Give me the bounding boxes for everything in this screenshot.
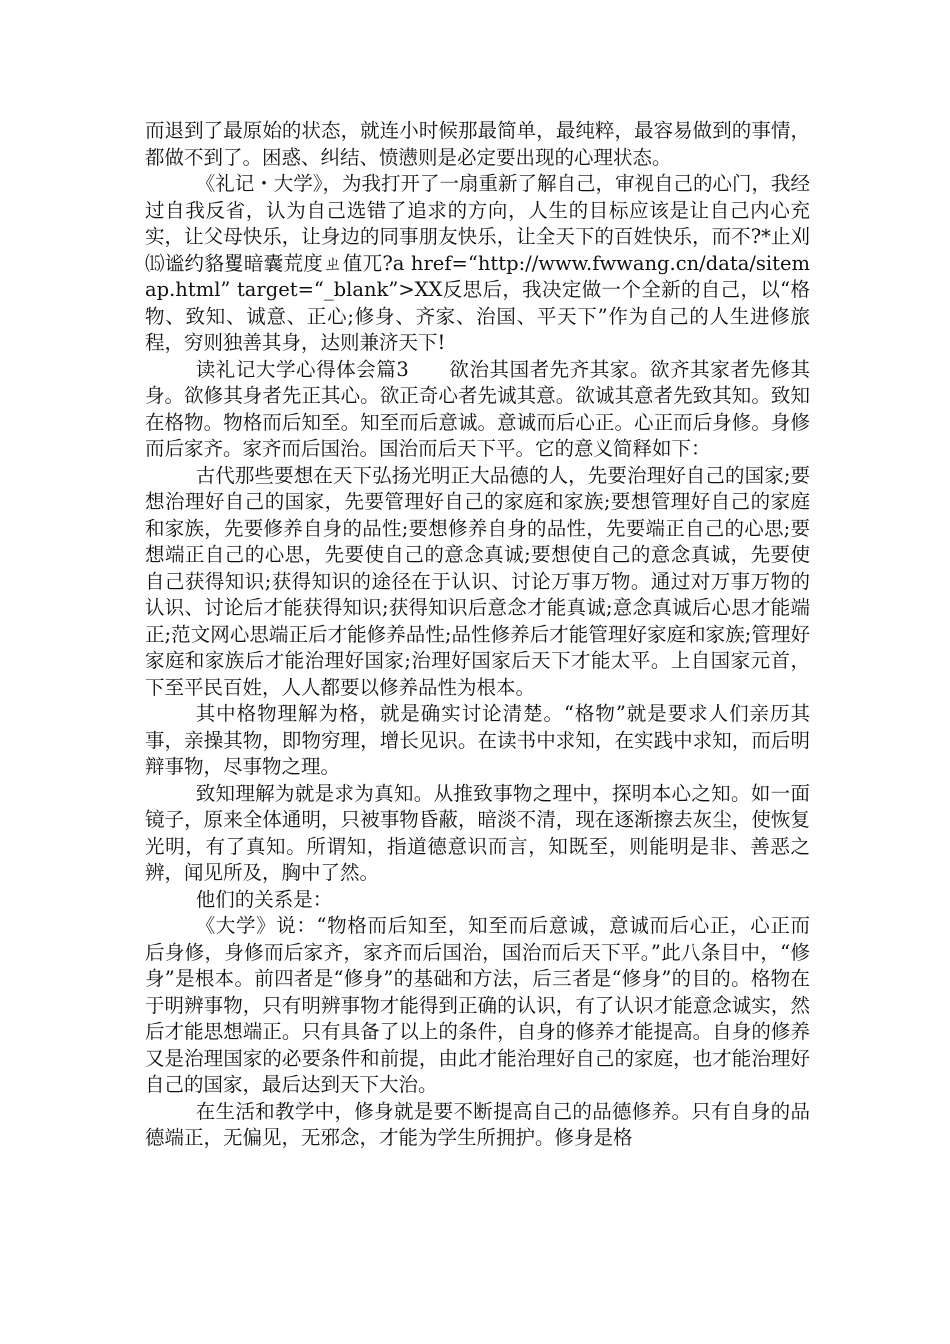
paragraph-3: 读礼记大学心得体会篇3 欲治其国者先齐其家。欲齐其家者先修其身。欲修其身者先正其心。欲正奇心者先诚其意。欲诚其意者先致其知。致知在格物。物格而后知至。知至而后意诚。意诚而后心正。心正而后身修。身修而后家齐。家齐而后国治。国治而后天下平。它的意义简释如下： [145, 357, 810, 460]
document-body [145, 118, 810, 1152]
paragraph-7: 他们的关系是： [195, 887, 333, 911]
paragraph-8: 《大学》说：“物格而后知至，知至而后意诚，意诚而后心正，心正而后身修，身修而后家齐，家齐而后国治，国治而后天下平。”此八条目中，“修身”是根本。前四者是“修身”的基础和方法，后三者是“修身”的目的。格物在于明辨事物，只有明辨事物才能得到正确的认识，有了认识才能意念诚实，然后才能思想端正。只有具备了以上的条件，自身的修养才能提高。自身的修养又是治理国家的必要条件和前提，由此才能治理好自己的家庭，也才能治理好自己的国家，最后达到天下大治。 [145, 914, 810, 1096]
paragraph-1: 而退到了最原始的状态，就连小时候那最简单，最纯粹，最容易做到的事情，都做不到了。困惑、纠结、愤懑则是必定要出现的心理状态。 [145, 119, 810, 169]
paragraph-2: 《礼记・大学》，为我打开了一扇重新了解自己，审视自己的心门，我经过自我反省，认为自己选错了追求的方向，人生的目标应该是让自己内心充实，让父母快乐，让身边的同事朋友快乐，让全天下的百姓快乐，而不?*止刈⒂谧约貉矍暗囊荒度ㄓ值兀?a href=“http://www.fwwang.cn/data/sitemap.html” target=“_blank”>XX反思后，我决定做一个全新的自己，以“格物、致知、诚意、正心;修身、齐家、治国、平天下”作为自己的人生进修旅程，穷则独善其身，达则兼济天下! [145, 172, 810, 354]
paragraph-6: 致知理解为就是求为真知。从推致事物之理中，探明本心之知。如一面镜子，原来全体通明，只被事物昏蔽，暗淡不清，现在逐渐擦去灰尘，使恢复光明，有了真知。所谓知，指道德意识而言，知既至，则能明是非、善恶之辨，闻见所及，胸中了然。 [145, 781, 810, 884]
paragraph-9: 在生活和教学中，修身就是要不断提高自己的品德修养。只有自身的品德端正，无偏见，无邪念，才能为学生所拥护。修身是格 [145, 1099, 810, 1149]
paragraph-4: 古代那些要想在天下弘扬光明正大品德的人，先要治理好自己的国家;要想治理好自己的国家，先要管理好自己的家庭和家族;要想管理好自己的家庭和家族，先要修养自身的品性;要想修养自身的品性，先要端正自己的心思;要想端正自己的心思，先要使自己的意念真诚;要想使自己的意念真诚，先要使自己获得知识;获得知识的途径在于认识、讨论万事万物。通过对万事万物的认识、讨论后才能获得知识;获得知识后意念才能真诚;意念真诚后心思才能端正;范文网心思端正后才能修养品性;品性修养后才能管理好家庭和家族;管理好家庭和家族后才能治理好国家;治理好国家后天下才能太平。上自国家元首，下至平民百姓，人人都要以修养品性为根本。 [145, 463, 810, 699]
paragraph-5: 其中格物理解为格，就是确实讨论清楚。“格物”就是要求人们亲历其事，亲操其物，即物穷理，增长见识。在读书中求知，在实践中求知，而后明辩事物，尽事物之理。 [145, 702, 810, 778]
